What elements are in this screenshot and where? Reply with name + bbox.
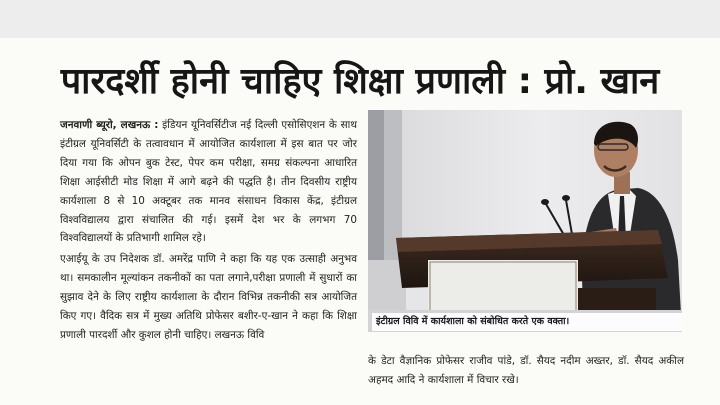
article-paragraph-2: एआईयू के उप निदेशक डॉ. अमरेंद्र पाणि ने कहा कि यह एक उत्साही अनुभव था। समकालीन मूल्यांकन तकनीकों का पता लगाने,परीक्षा प्रणाली में सुधारों का सुझाव देने के लिए राष्ट्रीय कार्यशाला के दौरान विभिन्न तकनीकी सत्र आयोजित किए गए। वैदिक सत्र में मुख्य अतिथि प्रोफेसर बशीर-ए-खान ने कहा कि शिक्षा प्रणाली पारदर्शी और कुशल होनी चाहिए। लखनऊ विवि (60, 253, 357, 341)
headline: पारदर्शी होनी चाहिए शिक्षा प्रणाली : प्रो. खान (60, 61, 660, 102)
article-paragraph-1-text: इंडियन यूनिवर्सिटीज नई दिल्ली एसोसिएशन के साथ इंटीग्रल यूनिवर्सिटी के तत्वावधान में आयोजित कार्यशाला में इस बात पर जोर दिया गया कि ओपन बुक टेस्ट, पेपर कम परीक्षा, समग्र संकल्पना आधारित शिक्षा आईसीटी मोड शिक्षा में आगे बढ़ने की पद्धति है। तीन दिवसीय राष्ट्रीय कार्यशाला 8 से 10 अक्टूबर तक मानव संसाधन विकास केंद्र, इंटीग्रल विश्वविद्यालय द्वारा संचालित की गई। इसमें देश भर के लगभग 70 विश्वविद्यालयों के प्रतिभागी शामिल रहे। (60, 119, 357, 245)
speaker-photo (368, 110, 682, 332)
byline: जनवाणी ब्यूरो, लखनऊ : (60, 119, 159, 131)
article-continuation (368, 352, 684, 390)
top-bar (0, 0, 720, 38)
photo-caption: इंटीग्रल विवि में कार्यशाला को संबोधित करते एक वक्ता। (372, 313, 682, 331)
speaker-at-podium-illustration (368, 110, 682, 332)
article-continuation-text: के डेटा वैज्ञानिक प्रोफेसर राजीव पांडे, डॉ. सैयद नदीम अख्तर, डॉ. सैयद अकील अहमद आदि ने कार्यशाला में विचार रखे। (368, 355, 684, 386)
article-body (60, 116, 357, 345)
article-paragraph-1 (60, 116, 357, 248)
